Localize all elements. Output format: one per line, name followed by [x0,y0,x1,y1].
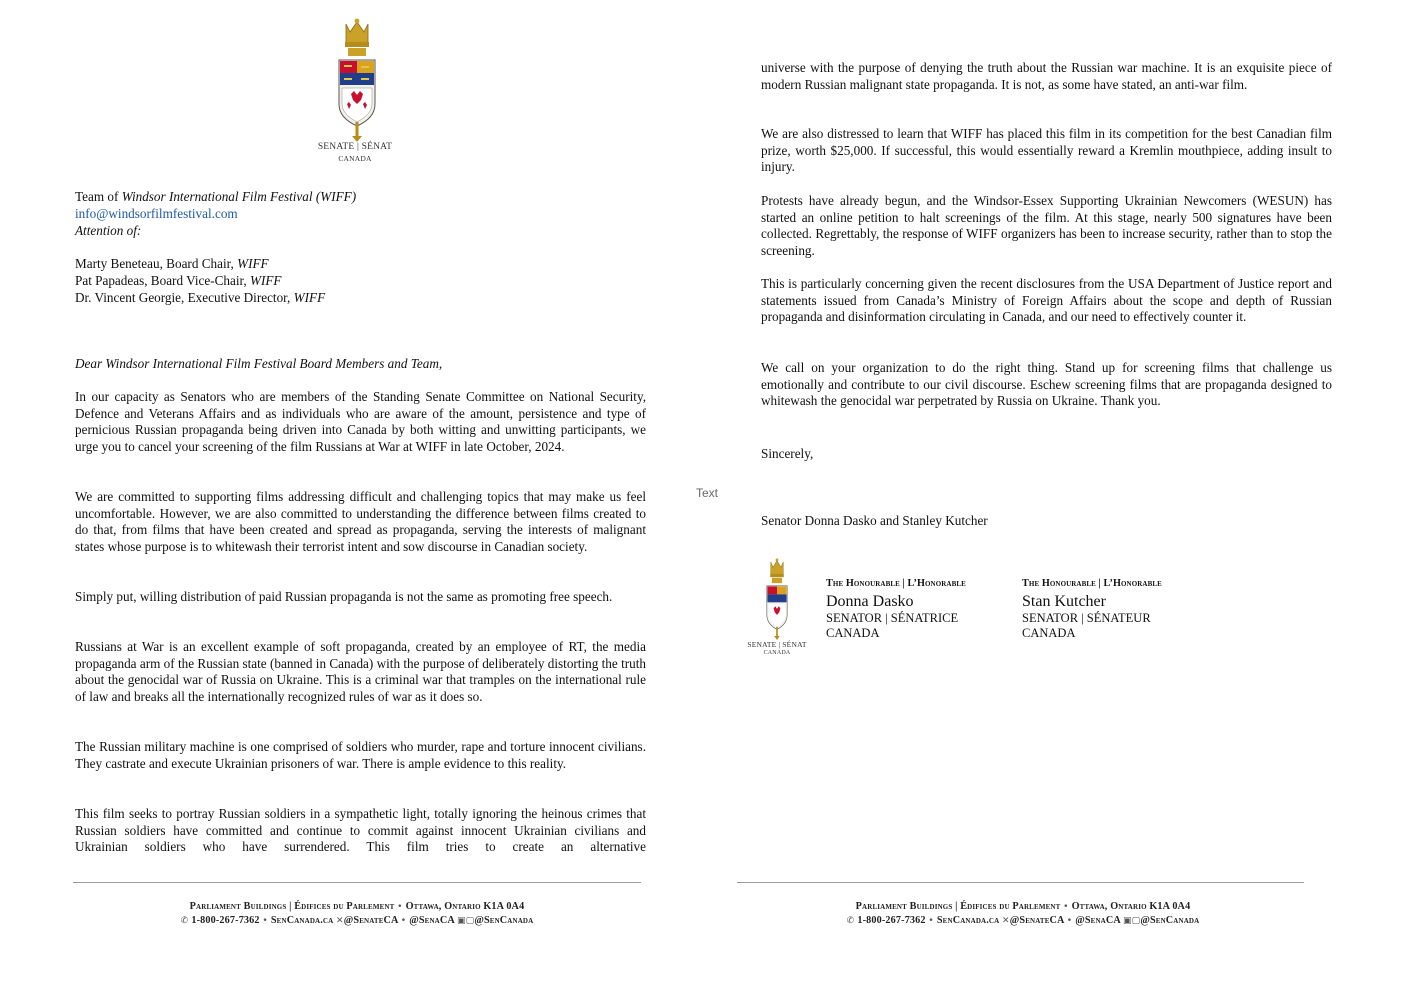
footer-website[interactable]: SenCanada.ca [936,915,1000,926]
signature-role: SENATOR | SÉNATEUR [1022,611,1151,625]
footer-threads-handle[interactable]: @SenaCA [409,915,455,926]
footer-phone: 1-800-267-7362 [191,915,260,926]
footer-address-line [737,900,1309,914]
phone-icon: ✆ [180,916,192,926]
crest-caption-line1: SENATE | SÉNAT [317,142,393,152]
body-paragraph: This is particularly concerning given the recent disclosures from the USA Department of Justice report and statements issued from Canada’s Ministry of Foreign Affairs about the scope and depth of Russian propaganda and disinformation circulating in Canada, and our need to effectively counter it. [761,276,1332,325]
signature-block-dasko [826,578,966,640]
body-paragraph: We are also distressed to learn that WIFF has placed this film in its competition for the best Canadian film prize, worth $25,000. If successful, this would essentially reward a Kremlin mouthpiece, adding insult to injury. [761,126,1332,175]
footer-divider [737,882,1304,883]
recipient-team-name: Windsor International Film Festival (WIFF) [121,189,357,204]
signature-block-kutcher [1022,578,1162,640]
signers-line: Senator Donna Dasko and Stanley Kutcher [761,513,988,528]
footer-city: Ottawa, Ontario K1A 0A4 [405,901,525,912]
footer-address: Parliament Buildings | Édifices du Parlement [855,901,1061,912]
crest-caption-line1: SENATE | SÉNAT [747,640,807,649]
recipient-person [75,273,646,290]
footer-contact-line [737,914,1309,928]
recipient-person-name: Dr. Vincent Georgie, Executive Director, [75,290,294,305]
footer-x-handle[interactable]: @SenateCA [1009,915,1064,926]
signature-country: CANADA [826,625,880,640]
closing: Sincerely, [761,446,814,461]
crest-caption-small [742,640,812,658]
phone-icon: ✆ [846,916,858,926]
body-paragraph: We are committed to supporting films addressing difficult and challenging topics that may make us feel uncomfortable. However, we are also committed to understanding the difference between films created to do that, from films that have been created and spread as propaganda, serving the interests of malignant states whose purpose is to whitewash their terrorist intent and sow discourse in Canadian society. [75,489,646,554]
recipient-team-prefix: Team of [75,189,122,204]
facebook-instagram-icon: ▣▢ [457,916,475,926]
recipient-person [75,290,646,307]
bullet-icon: • [397,902,406,912]
crest-caption-line2: CANADA [338,154,372,163]
recipient-email-link[interactable]: info@windsorfilmfestival.com [75,206,238,221]
body-paragraph: Protests have already begun, and the Windsor-Essex Supporting Ukrainian Newcomers (WESUN) has started an online petition to halt screenings of the film. At this stage, nearly 500 signatures have been collected. Regrettably, the response of WIFF organizers has been to increase security, rather than to stop the screening. [761,193,1332,258]
footer-city: Ottawa, Ontario K1A 0A4 [1071,901,1191,912]
salutation: Dear Windsor International Film Festival Board Members and Team, [75,356,443,371]
footer-address: Parliament Buildings | Édifices du Parlement [189,901,395,912]
senate-crest-small-icon [764,558,790,640]
signature-role: SENATOR | SÉNATRICE [826,611,959,625]
recipient-person-org: WIFF [237,256,269,271]
body-paragraph: universe with the purpose of denying the truth about the Russian war machine. It is an exquisite piece of modern Russian malignant state propaganda. It is not, as some have stated, an anti-war film. [761,60,1332,92]
footer-address-line [73,900,641,914]
crest-caption [304,142,406,164]
recipient-person-org: WIFF [249,273,282,288]
x-logo-icon: ✕ [1002,916,1010,926]
bullet-icon: • [400,916,410,926]
signature-country: CANADA [1022,625,1076,640]
body-paragraph: This film seeks to portray Russian soldiers in a sympathetic light, totally ignoring the heinous crimes that Russian soldiers have committed and continue to commit against innocent Ukrainian civilians and Ukrainian soldiers who have surrendered. This film tries to create an alternative [75,806,646,855]
text-overlay-label: Text [696,486,719,500]
recipient-person [75,256,646,273]
bullet-icon: • [928,916,937,926]
crest-caption-line2: CANADA [763,650,791,656]
attention-label: Attention of: [75,223,142,238]
footer-threads-handle[interactable]: @SenaCA [1075,915,1121,926]
bullet-icon: • [262,916,271,926]
bullet-icon: • [1063,902,1072,912]
footer-divider [73,882,641,883]
page-footer [737,900,1309,928]
signature-title: The Honourable | L’Honorable [826,578,966,589]
recipient-team [75,189,646,206]
signature-title: The Honourable | L’Honorable [1022,578,1162,589]
signature-name: Donna Dasko [826,593,914,610]
footer-phone: 1-800-267-7362 [857,915,926,926]
recipient-person-name: Pat Papadeas, Board Vice-Chair, [75,273,250,288]
footer-x-handle[interactable]: @SenateCA [343,915,398,926]
body-paragraph: In our capacity as Senators who are members of the Standing Senate Committee on National Security, Defence and Veterans Affairs and as individuals who are aware of the amount, persistence and type of pernicious Russian propaganda being driven into Canada by both witting and unwitting participants, we urge you to cancel your screening of the film Russians at War at WIFF in late October, 2024. [75,389,646,454]
facebook-instagram-icon: ▣▢ [1123,916,1141,926]
footer-social-handle[interactable]: @SenCanada [474,915,534,926]
body-paragraph: Russians at War is an excellent example of soft propaganda, created by an employee of RT, the media propaganda arm of the Russian state (banned in Canada) with the purpose of deliberately distorting the truth about the genocidal war of Russia on Ukraine. This is a criminal war that tramples on the international rule of law and breaks all the internationally recognized rules of war as it does so. [75,639,646,704]
body-paragraph: Simply put, willing distribution of paid Russian propaganda is not the same as promoting free speech. [75,589,613,604]
body-paragraph: We call on your organization to do the right thing. Stand up for screening films that challenge us emotionally and contribute to our civil discourse. Eschew screening films that are propaganda designed to whitewash the genocidal war perpetrated by Russia on Ukraine. Thank you. [761,360,1332,409]
signature-name: Stan Kutcher [1022,593,1106,610]
body-paragraph: The Russian military machine is one comprised of soldiers who murder, rape and torture innocent civilians. They castrate and execute Ukrainian prisoners of war. There is ample evidence to this reality. [75,739,646,771]
recipient-person-org: WIFF [293,290,326,305]
footer-website[interactable]: SenCanada.ca [270,915,334,926]
senate-crest-icon [334,18,380,142]
recipient-person-name: Marty Beneteau, Board Chair, [75,256,238,271]
bullet-icon: • [1066,916,1076,926]
footer-contact-line [73,914,641,928]
page-footer [73,900,641,928]
x-logo-icon: ✕ [336,916,344,926]
footer-social-handle[interactable]: @SenCanada [1140,915,1200,926]
